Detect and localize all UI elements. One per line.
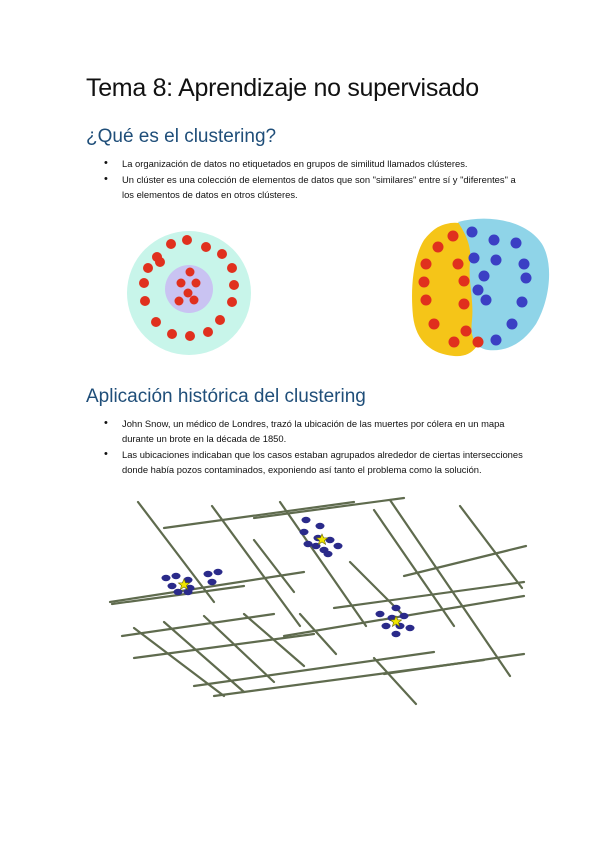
two-clusters-figure	[408, 216, 554, 362]
bullet-list-historical	[104, 416, 524, 478]
page-title: Tema 8: Aprendizaje no supervisado	[86, 74, 479, 102]
street-lines	[110, 498, 526, 704]
list-item: • Las ubicaciones indicaban que los casos estaban agrupados alrededor de ciertas intersecciones donde había pozos contaminados, exponiendo así tanto el problema como la solución.	[104, 447, 524, 477]
cholera-map-figure	[104, 496, 534, 708]
concentric-clusters-figure	[124, 226, 254, 360]
cyan-cluster-region	[458, 219, 549, 351]
section-heading-clustering: ¿Qué es el clustering?	[86, 126, 277, 147]
list-item: • John Snow, un médico de Londres, trazó la ubicación de las muertes por cólera en un mapa durante un brote en la década de 1850.	[104, 416, 524, 446]
section-heading-historical: Aplicación histórica del clustering	[86, 386, 366, 407]
list-item: • La organización de datos no etiquetados en grupos de similitud llamados clústeres.	[104, 156, 524, 171]
bullet-list-clustering	[104, 156, 524, 203]
list-item: • Un clúster es una colección de elementos de datos que son "similares" entre sí y "diferentes" a los elementos de datos en otros clústeres.	[104, 172, 524, 202]
